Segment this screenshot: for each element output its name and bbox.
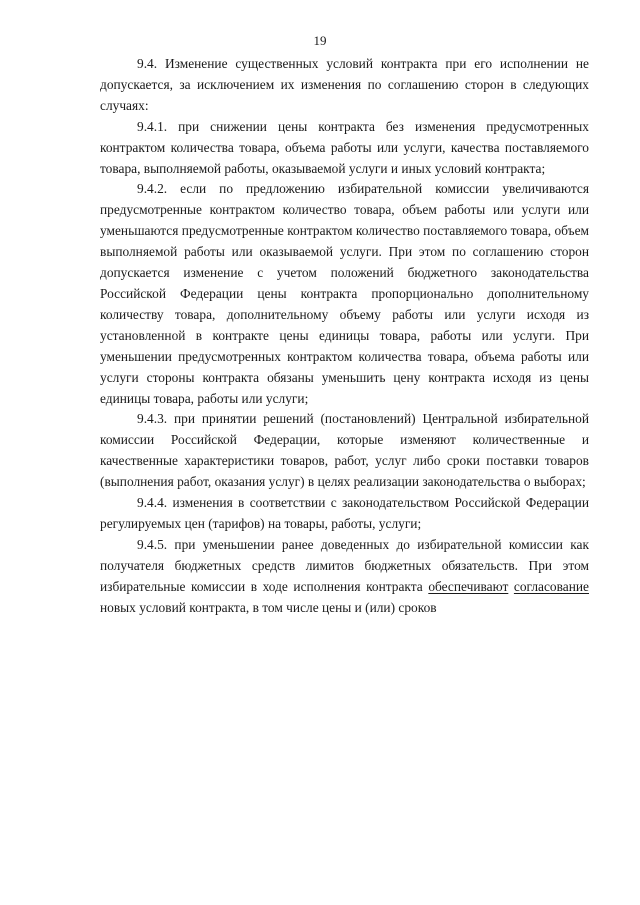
page-number: 19 — [313, 33, 327, 48]
underlined-word-approval: согласование — [513, 578, 589, 594]
paragraph-9-4-5 — [100, 535, 589, 619]
paragraph-9-4-1: 9.4.1. при снижении цены контракта без изменения предусмотренных контрактом количества товара, объема работы или услуги, качества поставляемого товара, выполняемой работы, оказываемой услуги и иных условий контракта; — [100, 118, 589, 176]
paragraph-9-4-3: 9.4.3. при принятии решений (постановлений) Центральной избирательной комиссии Российской Федерации, которые изменяют количественные и качественные характеристики товаров, работ, услуг либо сроки поставки товаров (выполнения работ, оказания услуг) в целях реализации законодательства о выборах; — [100, 411, 589, 490]
document-body — [100, 54, 589, 618]
paragraph-9-4-2: 9.4.2. если по предложению избирательной комиссии увеличиваются предусмотренные контрактом количество товара, объем работы или услуги или уменьшаются предусмотренные контрактом количество поставляемого товара, объем выполняемой работы или оказываемой услуги. При этом по соглашению сторон допускается изменение с учетом положений бюджетного законодательства Российской Федерации цены контракта пропорционально дополнительному количеству товара, дополнительному объему работы или услуги исходя из установленной в контракте цены единицы товара, работы или услуги. При уменьшении предусмотренных контрактом количества товара, объема работы или услуги стороны контракта обязаны уменьшить цену контракта исходя из цены единицы товара, работы или услуги; — [100, 181, 589, 406]
paragraph-9-4-5-start: 9.4.5. при уменьшении ранее доведенных до избирательной комиссии как получателя бюджетных средств лимитов бюджетных обязательств. При этом избирательные комиссии в ходе исполнения контракта — [100, 536, 589, 594]
paragraph-9-4-5-end: новых условий контракта, в том числе цены и (или) сроков — [100, 599, 437, 615]
paragraph-9-4: 9.4. Изменение существенных условий контракта при его исполнении не допускается, за исключением их изменения по соглашению сторон в следующих случаях: — [100, 56, 589, 113]
paragraph-9-4-4: 9.4.4. изменения в соответствии с законодательством Российской Федерации регулируемых цен (тарифов) на товары, работы, услуги; — [100, 495, 589, 531]
underlined-word-ensure: обеспечивают — [428, 578, 509, 594]
